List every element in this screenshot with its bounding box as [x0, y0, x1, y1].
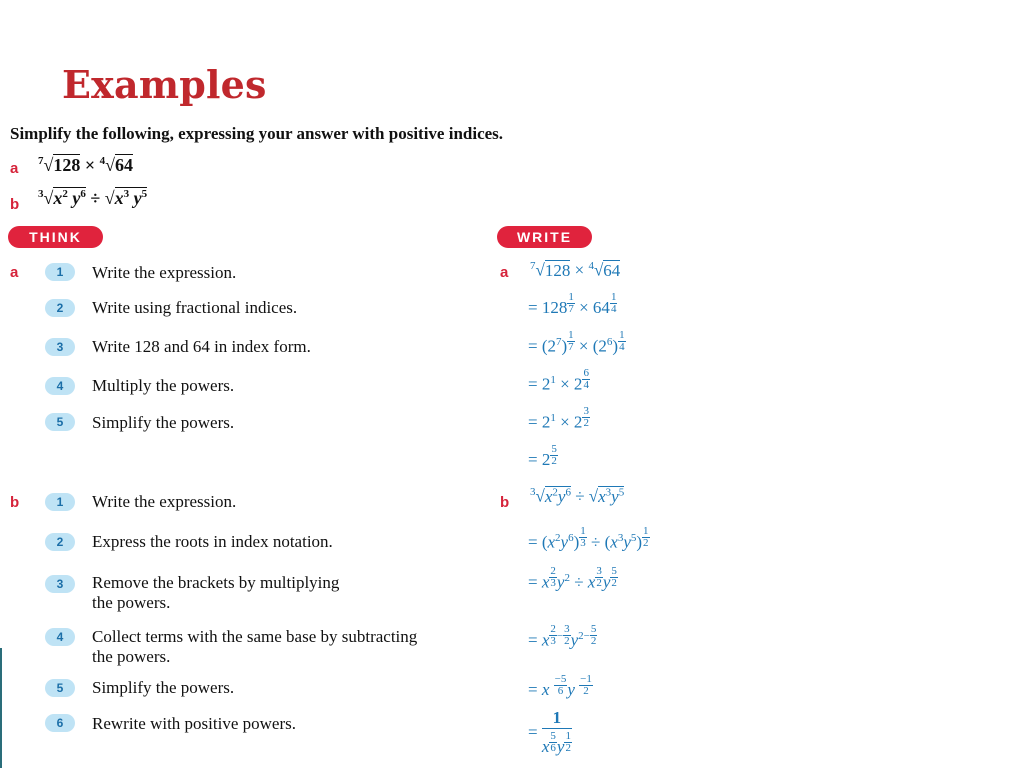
- write-b-line-4: = x $\frac{2}{3}$ − $\frac{3}{2}$ $y^{2-}$ $\frac{5}{2}$: [528, 623, 597, 650]
- step-badge: 5: [45, 679, 75, 697]
- write-b-line-5: = x $\frac{-5}{6}$ y $\frac{-1}{2}$: [528, 673, 592, 699]
- step-text: Multiply the powers.: [92, 376, 235, 395]
- write-a-line-4: = $2^1 \times 2$ $\frac{6}{4}$: [528, 367, 589, 394]
- step-text: Write the expression.: [92, 263, 237, 282]
- write-a-line-2: = 128 $\frac{1}{7}$ × 64 $\frac{1}{4}$: [528, 291, 617, 317]
- step-badge: 5: [45, 413, 75, 431]
- write-a-line-5: = $2^1 \times 2$ $\frac{3}{2}$: [528, 405, 589, 432]
- part-b-label: b: [10, 494, 20, 511]
- step-text: Write the expression.: [92, 492, 237, 511]
- step-text: Remove the brackets by multiplying the powers.: [92, 573, 340, 612]
- step-text: Rewrite with positive powers.: [92, 714, 296, 733]
- write-a-line-6: = 2 $\frac{5}{2}$: [528, 443, 557, 469]
- step-badge: 6: [45, 714, 75, 732]
- step-badge: 2: [45, 299, 75, 317]
- step-badge: 4: [45, 628, 75, 646]
- step-text: Write using fractional indices.: [92, 298, 298, 317]
- write-b-line-6: = 1 x $\frac{5}{6}$ y $\frac{1}{2}$: [528, 708, 571, 756]
- step-badge: 1: [45, 493, 75, 511]
- instruction-text: Simplify the following, expressing your answer with positive indices.: [10, 124, 504, 143]
- write-b-label: b: [500, 494, 510, 511]
- page-title: Examples: [62, 62, 267, 107]
- write-b-line-3: = x $\frac{2}{3}$ $y^2 \div x$ $\frac{3}{2}$ y $\frac{5}{2}$: [528, 565, 617, 592]
- write-b-line-2: = $(x^2y^6)$ $\frac{1}{3}$ ÷ $(x^3y^5)$ $\frac{1}{2}$: [528, 525, 649, 552]
- write-a-line-1: $^7$√128 × $^4$√64: [530, 260, 621, 280]
- write-b-line-1: $^3√x^2y^6 \div √x^3y^5$: [530, 486, 625, 506]
- question-b-label: b: [10, 196, 20, 213]
- write-a-line-3: = $(2^7)$ $\frac{1}{7}$ × $(2^6)$ $\frac{1}{4}$: [528, 329, 625, 356]
- step-text: Simplify the powers.: [92, 413, 235, 432]
- write-a-label: a: [500, 264, 509, 281]
- step-badge: 1: [45, 263, 75, 281]
- step-badge: 3: [45, 338, 75, 356]
- step-text: Express the roots in index notation.: [92, 532, 333, 551]
- left-edge-bar: [0, 648, 2, 768]
- question-a-label: a: [10, 160, 19, 177]
- step-badge: 4: [45, 377, 75, 395]
- step-text: Write 128 and 64 in index form.: [92, 337, 311, 356]
- write-header: WRITE: [497, 226, 592, 248]
- part-a-label: a: [10, 264, 19, 281]
- step-text: Collect terms with the same base by subtracting the powers.: [92, 627, 418, 666]
- question-a-expression: $^7$√128 × $^4$√64: [38, 155, 134, 175]
- think-header: THINK: [8, 226, 103, 248]
- step-badge: 2: [45, 533, 75, 551]
- question-b-expression: $^3√x^2$ $y^6 \div √x^3$ $y^5$: [38, 188, 148, 208]
- step-badge: 3: [45, 575, 75, 593]
- step-text: Simplify the powers.: [92, 678, 235, 697]
